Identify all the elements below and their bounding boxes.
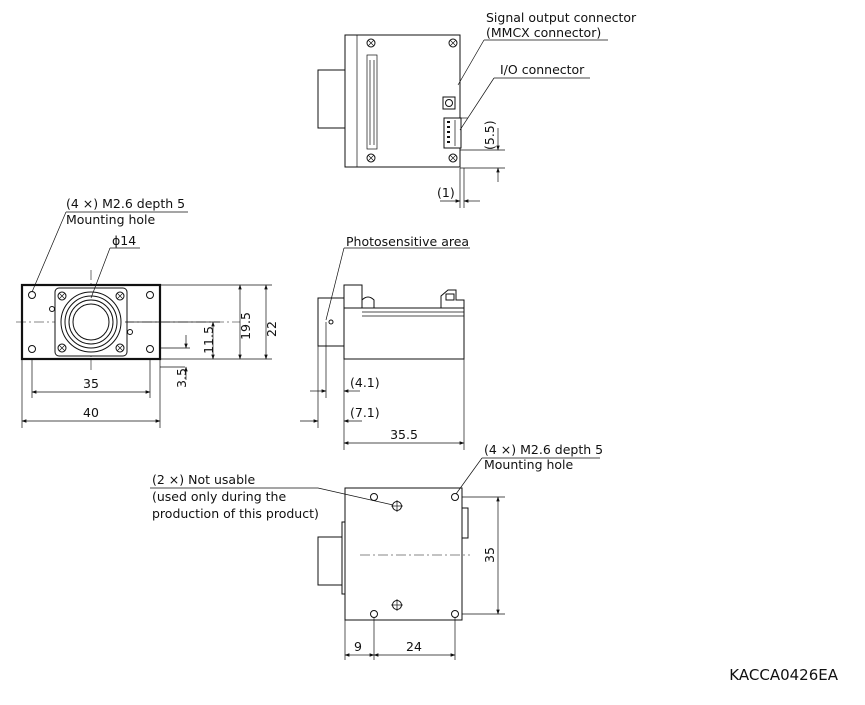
dim-3-5-label: 3.5 [174,368,189,388]
dim-7-1-label: (7.1) [350,405,380,420]
dim-1-label: (1) [437,185,455,200]
dim-9-label: 9 [354,639,362,654]
rear-view [318,10,637,208]
bottom-view [150,442,603,660]
not-usable-label: (2 ×) Not usable [152,472,256,487]
side-view [300,234,470,450]
photosensitive-label: Photosensitive area [346,234,470,249]
io-connector-icon [444,118,461,148]
drawing-code: KACCA0426EA [729,666,838,684]
dim-22-label: 22 [264,321,279,337]
not-usable-sublabel-1: (used only during the [152,489,287,504]
signal-output-sublabel: (MMCX connector) [486,25,602,40]
dim-35-5-label: 35.5 [390,427,418,442]
mount-bottom-label: (4 ×) M2.6 depth 5 [484,442,604,457]
dim-11-5-label: 11.5 [201,326,216,354]
dim-40-label: 40 [83,405,99,420]
phi14-label: ϕ14 [112,233,137,248]
front-view [16,196,279,428]
signal-output-label: Signal output connector [486,10,637,25]
mount-front-label: (4 ×) M2.6 depth 5 [66,196,186,211]
dim-4-1-label: (4.1) [350,375,380,390]
mount-bottom-sublabel: Mounting hole [484,457,574,472]
mmcx-connector-icon [443,97,455,109]
dim-5-5-label: (5.5) [482,120,497,150]
not-usable-sublabel-2: production of this product) [152,506,319,521]
mount-front-sublabel: Mounting hole [66,212,156,227]
dim-35-bottom-label: 35 [482,547,497,563]
dim-35-front-label: 35 [83,376,99,391]
dim-19-5-label: 19.5 [238,312,253,340]
io-connector-label: I/O connector [500,62,585,77]
dim-24-label: 24 [406,639,422,654]
